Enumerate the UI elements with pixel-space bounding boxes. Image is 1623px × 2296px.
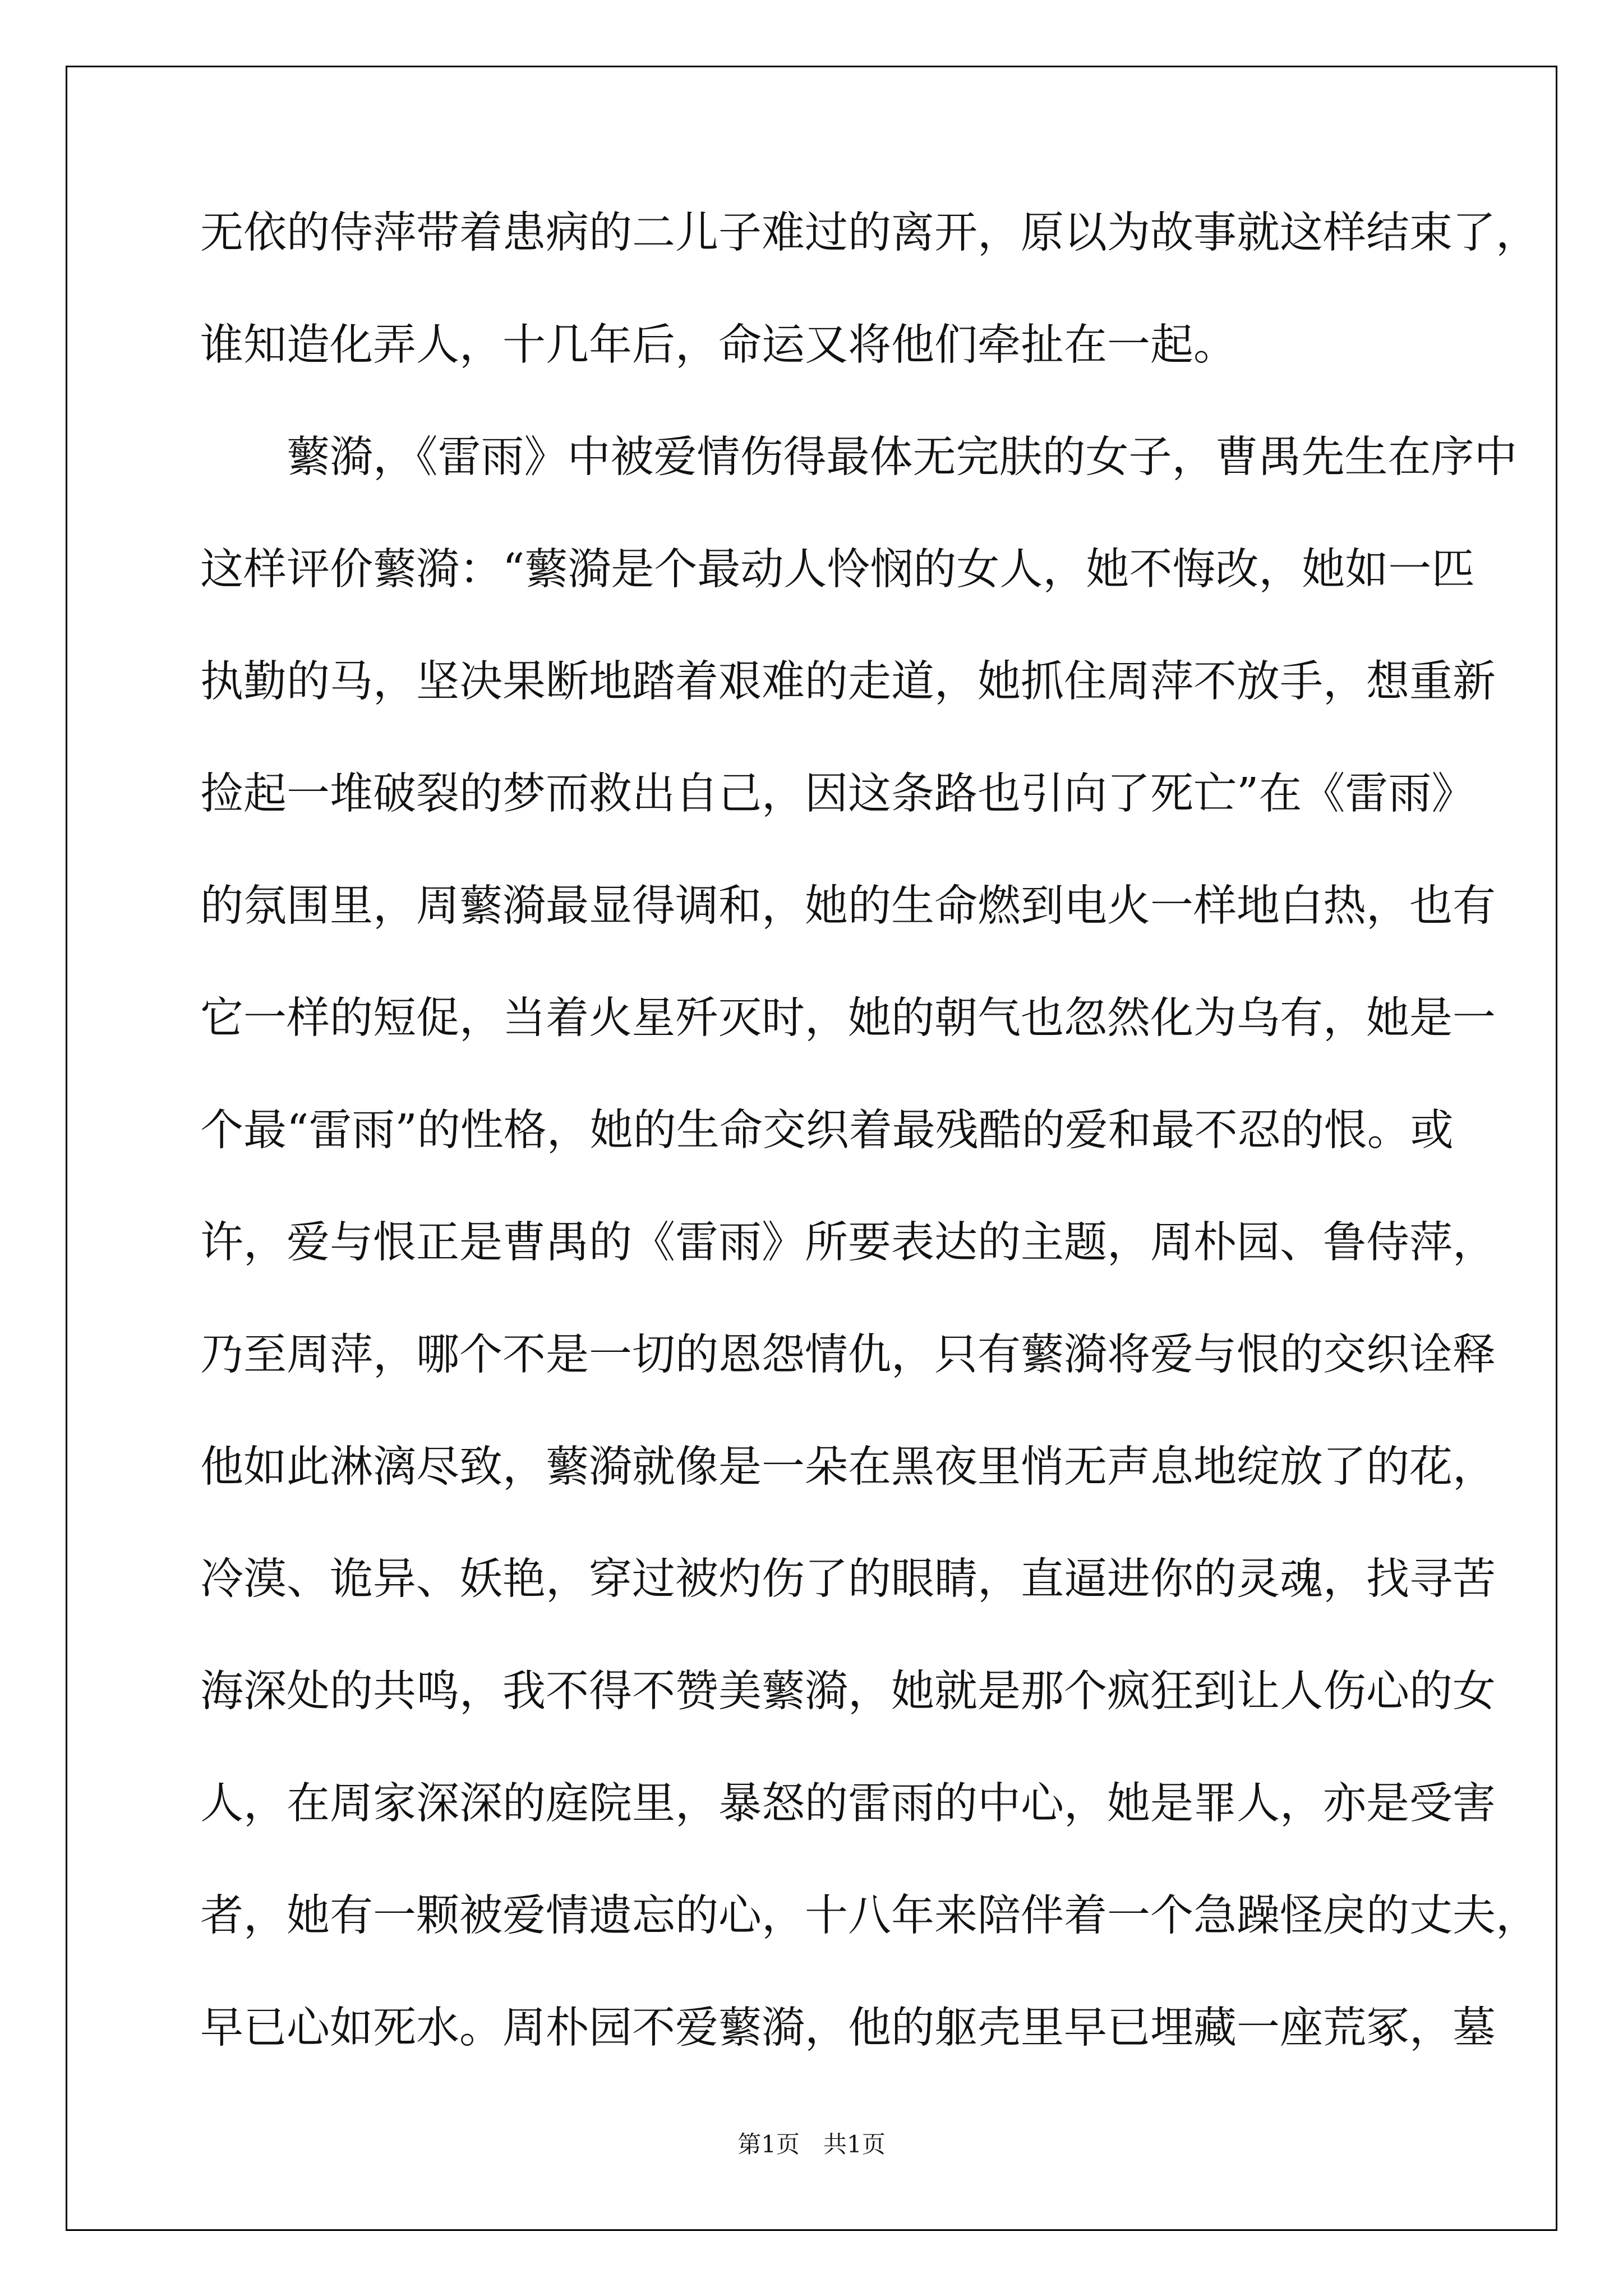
document-body	[200, 205, 1539, 2113]
page-number-footer: 第1页 共1页	[737, 2131, 886, 2158]
text-line: 他如此淋漓尽致，蘩漪就像是一朵在黑夜里悄无声息地绽放了的花，	[200, 1442, 1496, 1492]
text-line: 捡起一堆破裂的梦而救出自己，因这条路也引向了死亡”在《雷雨》	[200, 769, 1475, 819]
text-line: 这样评价蘩漪：“蘩漪是个最动人怜悯的女人，她不悔改，她如一匹	[200, 545, 1475, 595]
text-line: 个最“雷雨”的性格，她的生命交织着最残酷的爱和最不忍的恨。或	[200, 1106, 1454, 1156]
text-line: 早已心如死水。周朴园不爱蘩漪，他的躯壳里早已埋藏一座荒冢，墓	[200, 2003, 1496, 2053]
text-line: 它一样的短促，当着火星歼灭时，她的朝气也忽然化为乌有，她是一	[200, 993, 1496, 1043]
text-line: 冷漠、诡异、妖艳，穿过被灼伤了的眼睛，直逼进你的灵魂，找寻苦	[200, 1554, 1496, 1604]
text-line: 许，爱与恨正是曹禺的《雷雨》所要表达的主题，周朴园、鲁侍萍，	[200, 1218, 1496, 1268]
text-line: 海深处的共鸣，我不得不赞美蘩漪，她就是那个疯狂到让人伤心的女	[200, 1667, 1496, 1717]
text-line: 蘩漪，《雷雨》中被爱情伤得最体无完肤的女子，曹禺先生在序中	[287, 432, 1518, 482]
text-line: 人，在周家深深的庭院里，暴怒的雷雨的中心，她是罪人，亦是受害	[200, 1779, 1496, 1829]
text-line: 者，她有一颗被爱情遗忘的心，十八年来陪伴着一个急躁怪戾的丈夫，	[200, 1891, 1539, 1941]
text-line: 乃至周萍，哪个不是一切的恩怨情仇，只有蘩漪将爱与恨的交织诠释	[200, 1330, 1496, 1380]
text-line: 的氛围里，周蘩漪最显得调和，她的生命燃到电火一样地白热，也有	[200, 881, 1496, 931]
text-line: 执勤的马，坚决果断地踏着艰难的走道，她抓住周萍不放手，想重新	[200, 657, 1496, 707]
text-line: 无依的侍萍带着患病的二儿子难过的离开，原以为故事就这样结束了，	[200, 208, 1539, 258]
text-line: 谁知造化弄人，十几年后，命运又将他们牵扯在一起。	[200, 320, 1237, 370]
